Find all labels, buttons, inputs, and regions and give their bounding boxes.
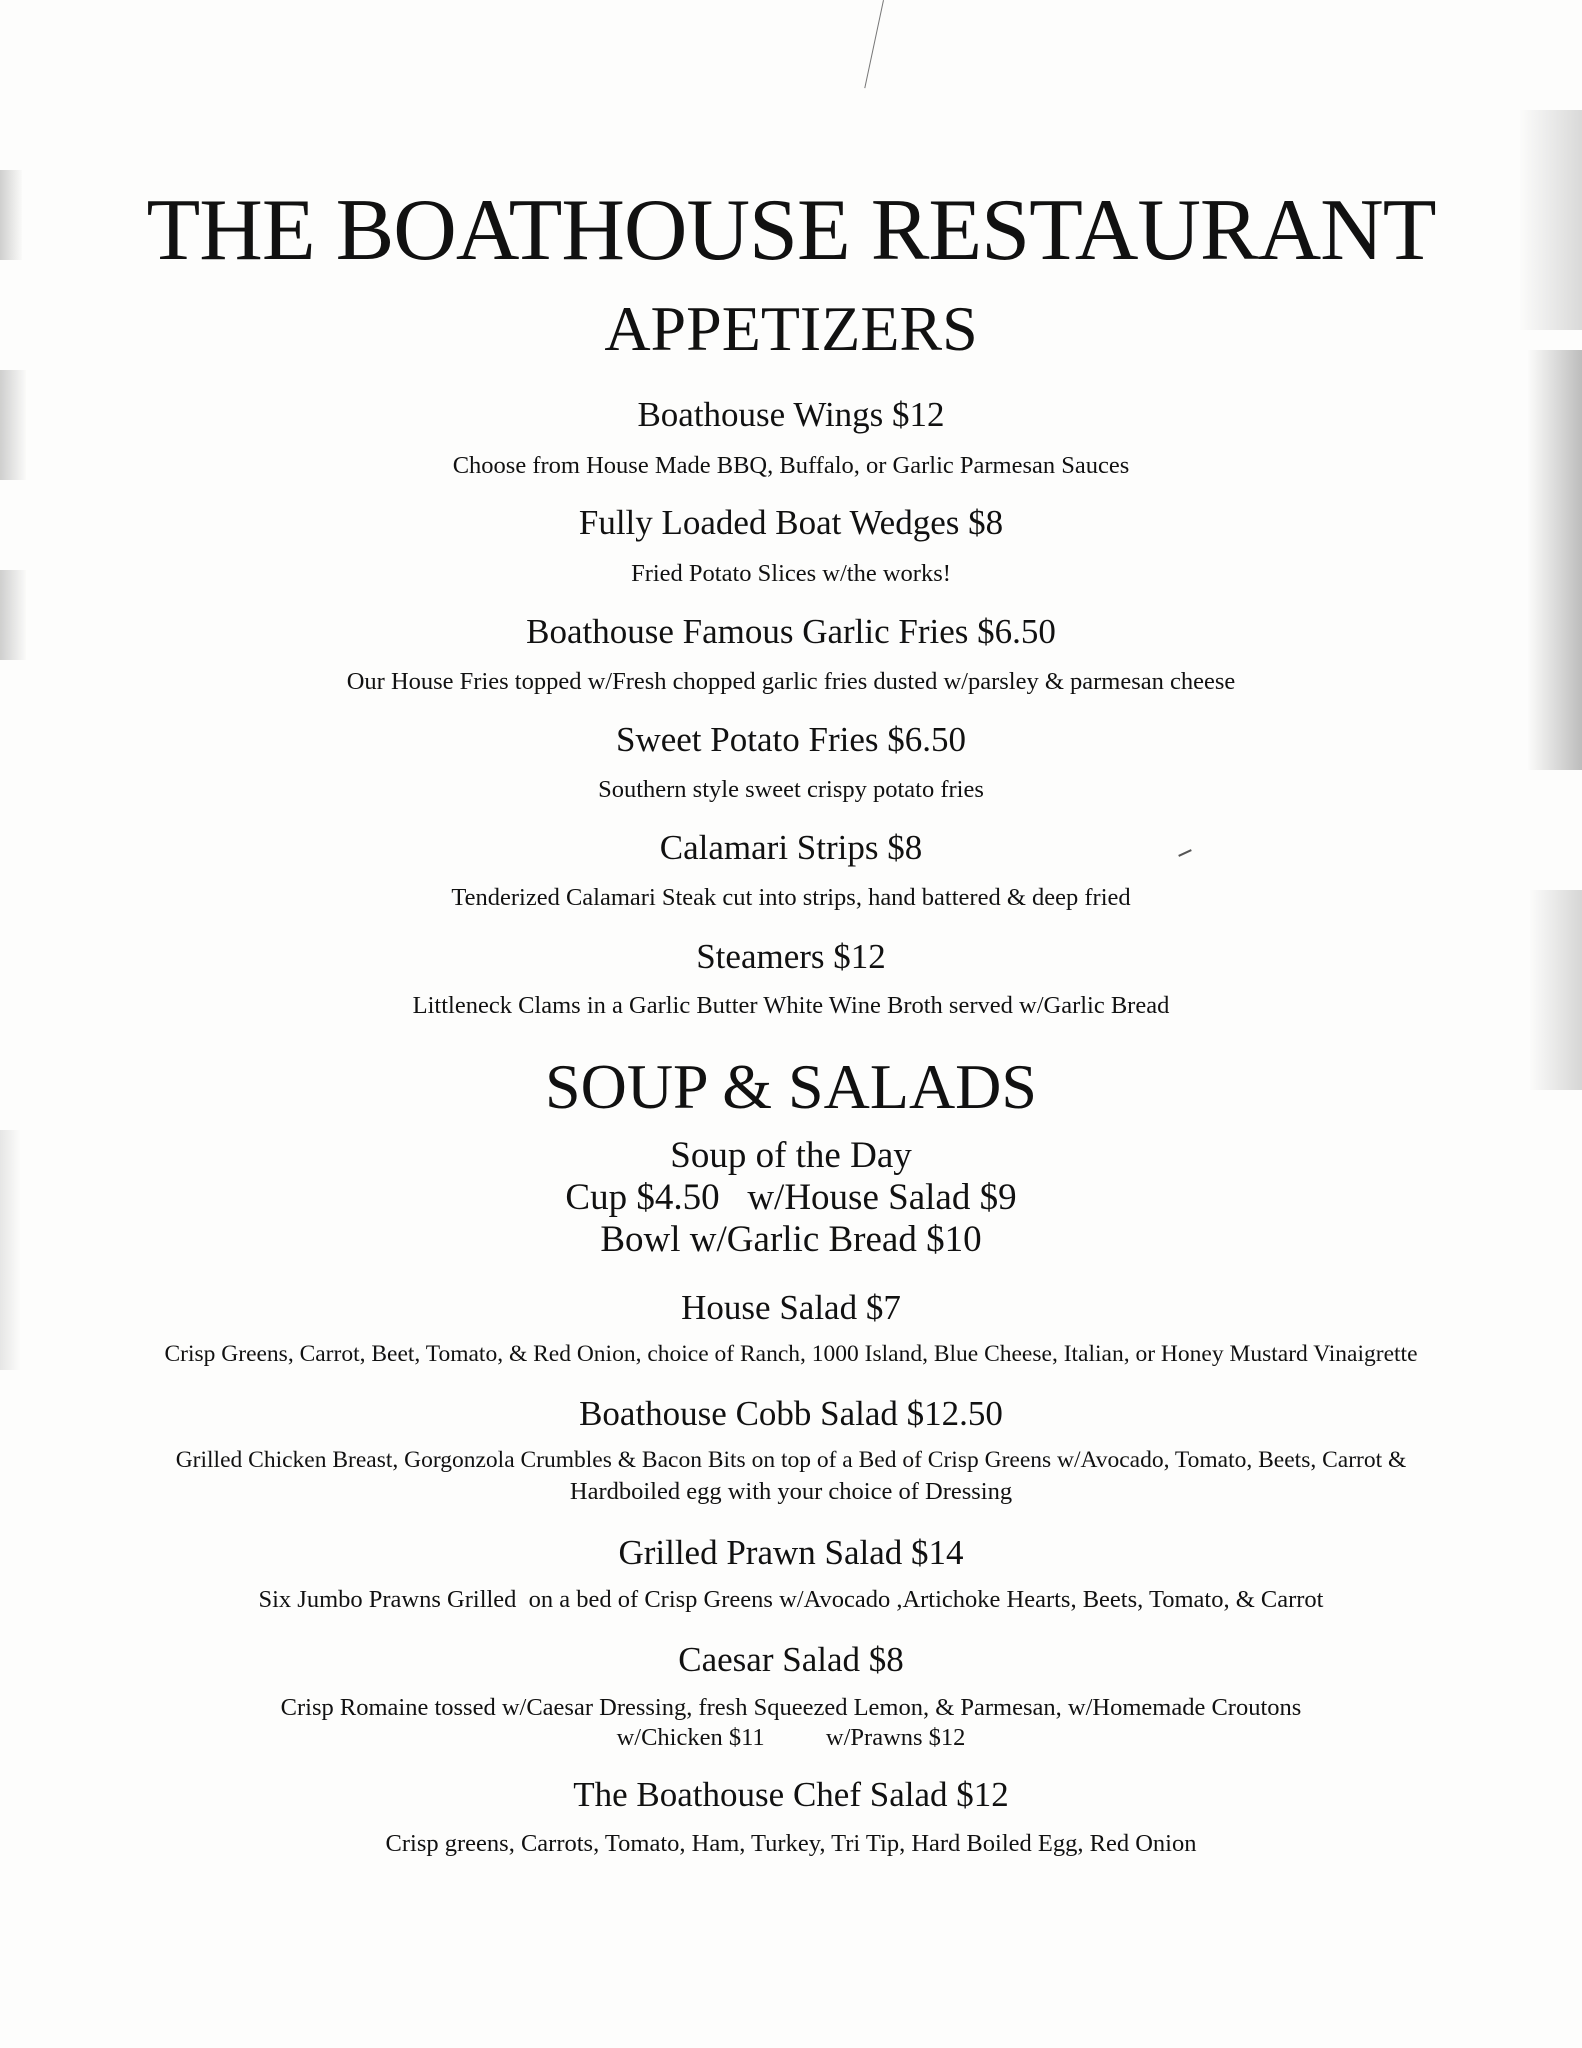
menu-item-name: Fully Loaded Boat Wedges $8 <box>578 503 1004 542</box>
menu-item-desc: Choose from House Made BBQ, Buffalo, or Garlic Parmesan Sauces <box>452 452 1130 479</box>
menu-item-desc: Fried Potato Slices w/the works! <box>631 560 951 587</box>
menu-item-name: Boathouse Wings $12 <box>637 395 945 434</box>
menu-item-name: Sweet Potato Fries $6.50 <box>616 720 966 759</box>
menu-item-desc: Six Jumbo Prawns Grilled on a bed of Crisp Greens w/Avocado ,Artichoke Hearts, Beets, Tomato, & Carrot <box>258 1586 1324 1613</box>
menu-item-name: Caesar Salad $8 <box>678 1640 904 1679</box>
soup-bowl-price: Bowl w/Garlic Bread $10 <box>600 1219 982 1260</box>
menu-item-desc: Crisp Romaine tossed w/Caesar Dressing, fresh Squeezed Lemon, & Parmesan, w/Homemade Croutons <box>280 1694 1302 1721</box>
menu-item-desc: Tenderized Calamari Steak cut into strips, hand battered & deep fried <box>451 884 1131 911</box>
soup-of-day-title: Soup of the Day <box>670 1135 912 1176</box>
menu-item-desc: Crisp Greens, Carrot, Beet, Tomato, & Red Onion, choice of Ranch, 1000 Island, Blue Cheese, Italian, or Honey Mustard Vinaigrette <box>164 1341 1418 1367</box>
section-heading-appetizers: APPETIZERS <box>604 293 978 364</box>
menu-item-desc: Southern style sweet crispy potato fries <box>598 776 984 803</box>
menu-item-name: Steamers $12 <box>696 937 886 976</box>
soup-cup-price: Cup $4.50 w/House Salad $9 <box>565 1177 1017 1218</box>
section-heading-soup-salads: SOUP & SALADS <box>545 1051 1037 1122</box>
menu-item-desc-line2: w/Chicken $11 w/Prawns $12 <box>616 1724 966 1751</box>
menu-item-name: Boathouse Cobb Salad $12.50 <box>579 1394 1003 1433</box>
menu-item-name: The Boathouse Chef Salad $12 <box>573 1775 1009 1814</box>
menu-item-desc: Grilled Chicken Breast, Gorgonzola Crumbles & Bacon Bits on top of a Bed of Crisp Greens w/Avocado, Tomato, Beets, Carrot & <box>175 1447 1407 1473</box>
menu-item-desc: Littleneck Clams in a Garlic Butter White Wine Broth served w/Garlic Bread <box>412 992 1170 1019</box>
menu-item-name: Grilled Prawn Salad $14 <box>618 1533 964 1572</box>
menu-item-name: House Salad $7 <box>681 1288 901 1327</box>
restaurant-title: THE BOATHOUSE RESTAURANT <box>146 182 1436 279</box>
menu-item-desc-line2: Hardboiled egg with your choice of Dressing <box>569 1478 1013 1505</box>
menu-item-name: Calamari Strips $8 <box>659 828 923 867</box>
menu-item-desc: Crisp greens, Carrots, Tomato, Ham, Turkey, Tri Tip, Hard Boiled Egg, Red Onion <box>385 1830 1197 1857</box>
menu-item-name: Boathouse Famous Garlic Fries $6.50 <box>526 612 1056 651</box>
pen-mark <box>864 0 886 89</box>
menu-item-desc: Our House Fries topped w/Fresh chopped garlic fries dusted w/parsley & parmesan cheese <box>346 668 1236 695</box>
